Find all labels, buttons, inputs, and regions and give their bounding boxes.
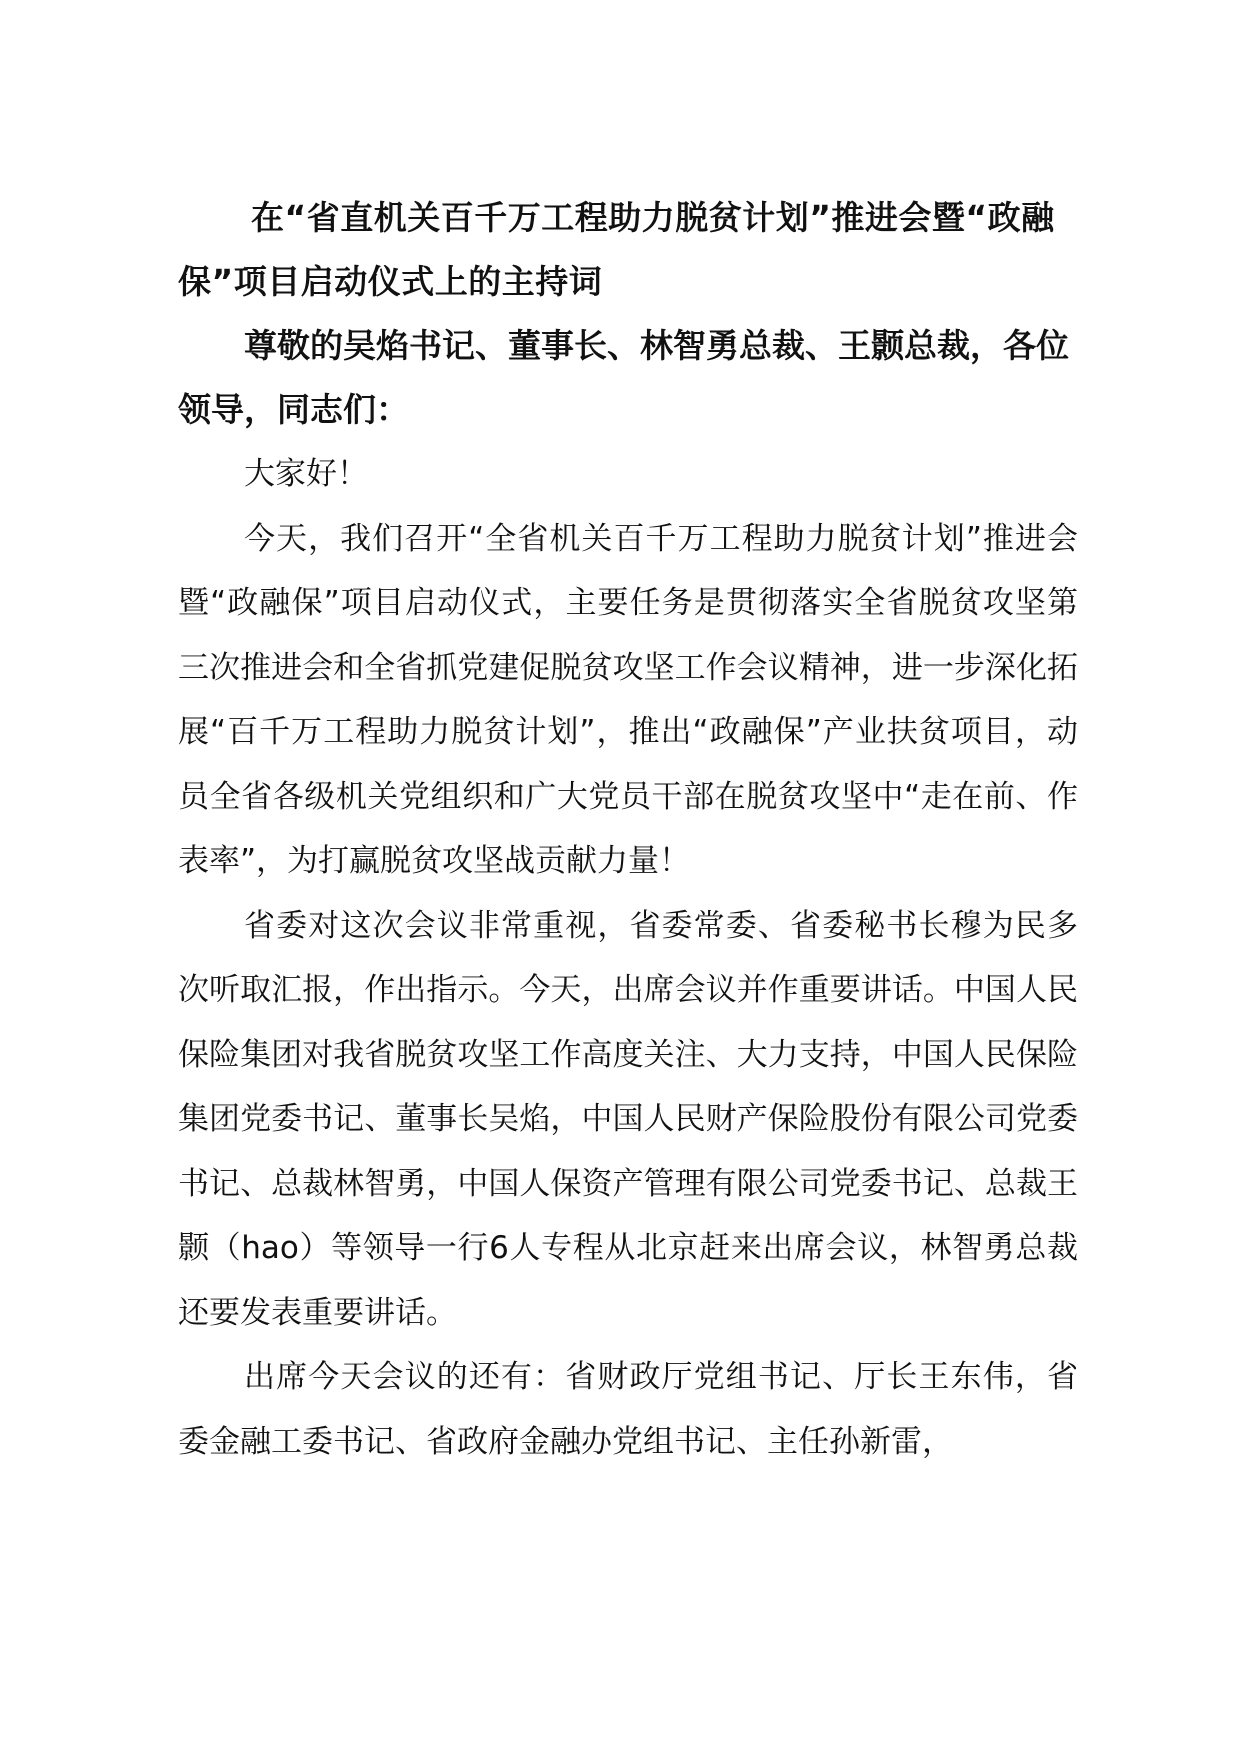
salutation: 尊敬的吴焰书记、董事长、林智勇总裁、王颢总裁，各位领导，同志们： [178, 326, 1069, 429]
document-body [178, 186, 1078, 1474]
document-title: 在“省直机关百千万工程助力脱贫计划”推进会暨“政融保”项目启动仪式上的主持词 [178, 198, 1055, 301]
paragraph-attendees-leaders: 省委对这次会议非常重视，省委常委、省委秘书长穆为民多次听取汇报，作出指示。今天，出席会议并作重要讲话。中国人民保险集团对我省脱贫攻坚工作高度关注、大力支持，中国人民保险集团党委书记、董事长吴焰，中国人民财产保险股份有限公司党委书记、总裁林智勇，中国人保资产管理有限公司党委书记、总裁王颢（hao）等领导一行6人专程从北京赶来出席会议，林智勇总裁还要发表重要讲话。 [178, 907, 1078, 1331]
paragraph-attendees-others: 出席今天会议的还有：省财政厅党组书记、厅长王东伟，省委金融工委书记、省政府金融办党组书记、主任孙新雷， [178, 1359, 1078, 1460]
paragraph-greeting: 大家好！ [244, 456, 368, 492]
paragraph-purpose: 今天，我们召开“全省机关百千万工程助力脱贫计划”推进会暨“政融保”项目启动仪式，主要任务是贯彻落实全省脱贫攻坚第三次推进会和全省抓党建促脱贫攻坚工作会议精神，进一步深化拓展“百千万工程助力脱贫计划”，推出“政融保”产业扶贫项目，动员全省各级机关党组织和广大党员干部在脱贫攻坚中“走在前、作表率”，为打赢脱贫攻坚战贡献力量！ [178, 520, 1078, 879]
